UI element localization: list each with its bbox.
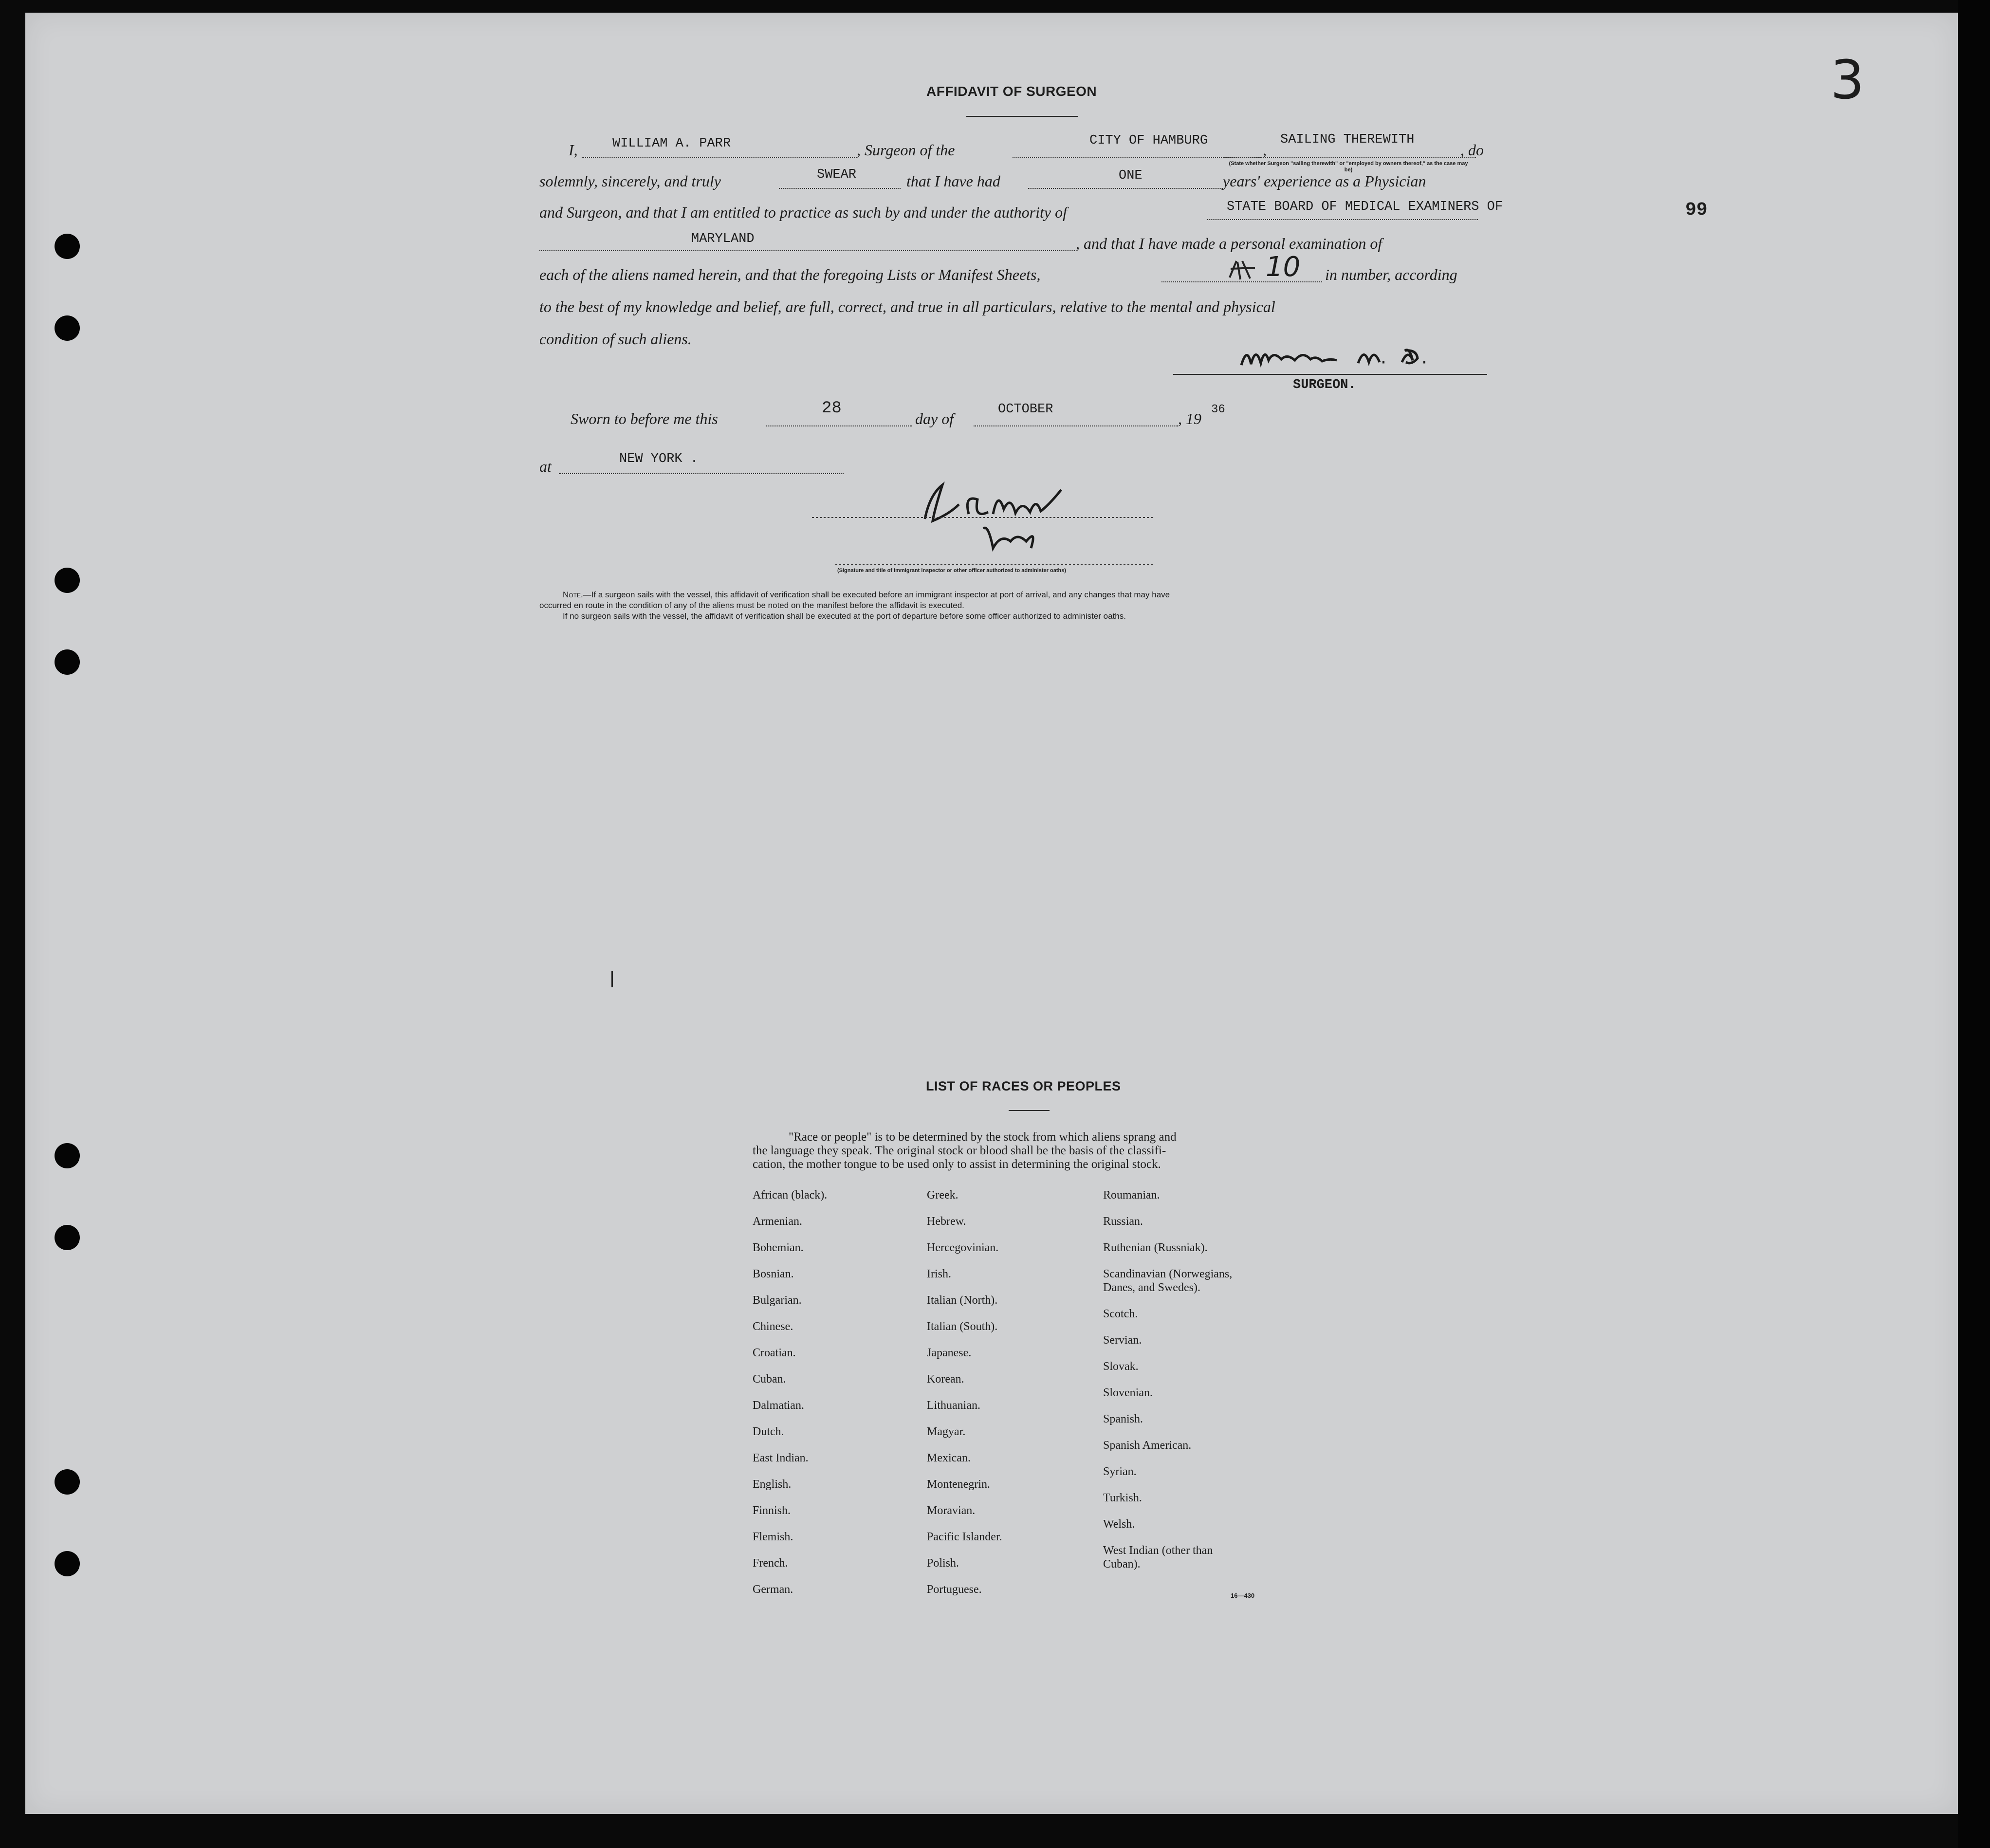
page-number: 3 [1830,49,1864,111]
race-item: Mexican. [927,1452,971,1464]
text-19: , 19 [1178,410,1201,427]
race-item: Pacific Islander. [927,1531,1002,1543]
race-item: German. [753,1583,793,1596]
surgeon-name-field: WILLIAM A. PARR [612,136,731,151]
race-item: Armenian. [753,1215,802,1228]
race-item: Slovak. [1103,1360,1139,1373]
race-item: Irish. [927,1268,951,1280]
race-item: Hercegovinian. [927,1241,999,1254]
affidavit-note-line-3: If no surgeon sails with the vessel, the affidavit of verification shall be executed at the port of departure before some officer authorized to administer oaths. [563,611,1126,621]
note-label: Note. [563,590,583,599]
form-code: 16—430 [1231,1592,1255,1599]
comma: , [1263,141,1267,159]
text-in-number: in number, according [1325,266,1457,283]
text-that-i-have-had: that I have had [906,172,1000,190]
binder-hole [55,1143,80,1168]
race-item: Scotch. [1103,1308,1138,1320]
race-item: Flemish. [753,1531,793,1543]
text-condition: condition of such aliens. [539,330,692,348]
signature-caption: (Signature and title of immigrant inspector or other officer authorized to administer oaths) [837,568,1066,573]
race-item: Finnish. [753,1504,791,1517]
text-years-experience: years' experience as a Physician [1223,172,1426,190]
title-underline [966,116,1078,117]
month-field: OCTOBER [998,402,1053,417]
text-do: , do [1460,141,1484,159]
race-item: Turkish. [1103,1492,1142,1504]
stray-mark [611,971,613,987]
surgeon-label: SURGEON. [1293,378,1356,392]
text-best-of-knowledge: to the best of my knowledge and belief, are full, correct, and true in all particulars, relative to the mental and physical [539,298,1275,315]
race-item: Chinese. [753,1320,793,1333]
inspector-signature-line [812,517,1153,518]
races-title: LIST OF RACES OR PEOPLES [926,1079,1121,1093]
field-line [1223,157,1476,158]
oath-field: SWEAR [817,167,857,182]
binder-hole [55,1225,80,1250]
race-item: Syrian. [1103,1465,1137,1478]
year-suffix-field: 36 [1211,403,1225,416]
margin-number: 99 [1685,200,1708,221]
race-item: Greek. [927,1189,958,1201]
race-item: Montenegrin. [927,1478,990,1491]
text-personal-exam: , and that I have made a personal examination of [1076,235,1382,252]
field-line [539,250,1075,251]
text-surgeon-of-the: , Surgeon of the [857,141,955,159]
race-item: Japanese. [927,1347,972,1359]
race-item: Dutch. [753,1425,784,1438]
text-i: I, [569,141,578,159]
race-item: Welsh. [1103,1518,1135,1531]
field-line [559,473,844,474]
race-item: Danes, and Swedes). [1103,1281,1200,1294]
race-item: Bulgarian. [753,1294,802,1307]
day-field: 28 [822,399,842,418]
races-title-underline [1009,1110,1050,1111]
race-item: Polish. [927,1557,959,1570]
race-item: Scandinavian (Norwegians, [1103,1268,1233,1280]
surgeon-signature-line [1173,374,1487,375]
struck-out-mark [1226,258,1260,287]
race-item: Dalmatian. [753,1399,804,1412]
inspector-signature [915,480,1120,553]
race-item: English. [753,1478,792,1491]
race-item: Spanish American. [1103,1439,1192,1452]
authority-field-2: MARYLAND [691,232,755,246]
field-line [1207,219,1478,220]
race-item: Moravian. [927,1504,976,1517]
binder-hole [55,1551,80,1576]
inspector-title-line [835,564,1154,565]
text-day-of: day of [915,410,954,427]
race-item: Servian. [1103,1334,1142,1347]
surgeon-signature [1236,341,1465,375]
race-item: Korean. [927,1373,964,1386]
field-line [779,188,901,189]
race-item: Roumanian. [1103,1189,1160,1201]
field-line [766,425,912,426]
race-item: Ruthenian (Russniak). [1103,1241,1208,1254]
field-line [974,425,1178,426]
race-item: Italian (North). [927,1294,998,1307]
race-item: Cuban). [1103,1558,1141,1571]
race-item: Bosnian. [753,1268,794,1280]
text-at: at [539,458,552,475]
binder-hole [55,315,80,341]
authority-field-1: STATE BOARD OF MEDICAL EXAMINERS OF [1227,200,1503,214]
race-item: Magyar. [927,1425,966,1438]
races-intro-line-1: "Race or people" is to be determined by the stock from which aliens sprang and [789,1130,1177,1144]
scan-border [1958,0,1990,1848]
races-intro-line-2: the language they speak. The original stock or blood shall be the basis of the classifi- [753,1144,1166,1157]
race-item: Slovenian. [1103,1386,1153,1399]
sailing-note: (State whether Surgeon "sailing therewith" or "employed by owners thereof," as the case may be) [1229,161,1468,173]
affidavit-title: AFFIDAVIT OF SURGEON [926,84,1097,99]
race-item: Italian (South). [927,1320,998,1333]
race-item: Hebrew. [927,1215,966,1228]
text-solemnly: solemnly, sincerely, and truly [539,172,721,190]
binder-hole [55,649,80,675]
field-line [582,157,857,158]
race-item: Bohemian. [753,1241,804,1254]
race-item: Lithuanian. [927,1399,980,1412]
sailing-status-field: SAILING THEREWITH [1280,132,1415,147]
text-sworn: Sworn to before me this [571,410,718,427]
binder-hole [55,1469,80,1495]
race-item: African (black). [753,1189,828,1201]
race-item: Spanish. [1103,1413,1143,1425]
race-item: French. [753,1557,788,1570]
binder-hole [55,568,80,593]
sheets-count-field: 10 [1266,251,1301,283]
affidavit-note-line-1 [563,590,1170,600]
race-item: East Indian. [753,1452,809,1464]
races-intro-line-3: cation, the mother tongue to be used only to assist in determining the original stock. [753,1158,1161,1171]
race-item: Cuban. [753,1373,786,1386]
race-item: West Indian (other than [1103,1544,1213,1557]
race-item: Croatian. [753,1347,796,1359]
race-item: Russian. [1103,1215,1143,1228]
binder-hole [55,234,80,259]
years-field: ONE [1119,168,1142,183]
vessel-name-field: CITY OF HAMBURG [1089,133,1208,148]
note-text-1: —If a surgeon sails with the vessel, this affidavit of verification shall be executed before an immigrant inspector at port of arrival, and any changes that may have [583,590,1170,599]
field-line [1028,188,1223,189]
place-field: NEW YORK . [619,452,699,466]
text-each-of-aliens: each of the aliens named herein, and that the foregoing Lists or Manifest Sheets, [539,266,1041,283]
race-item: Portuguese. [927,1583,982,1596]
text-and-surgeon: and Surgeon, and that I am entitled to practice as such by and under the authority of [539,203,1067,221]
affidavit-note-line-2: occurred en route in the condition of any of the aliens must be noted on the manifest before the affidavit is executed. [539,601,964,610]
